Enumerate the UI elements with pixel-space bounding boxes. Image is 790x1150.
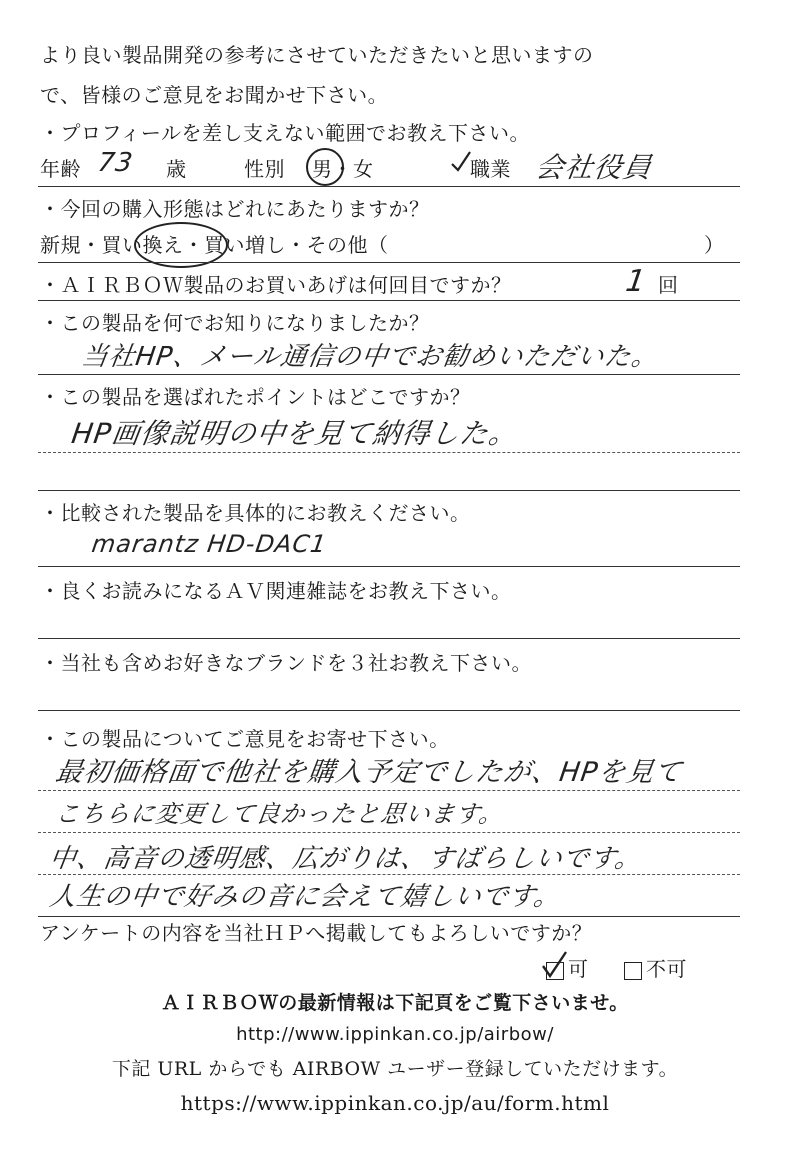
source-answer: 当社HP、メール通信の中でお勧めいただいた。 xyxy=(79,342,661,372)
opinion-line-2: こちらに変更して良かったと思います。 xyxy=(53,800,506,828)
footer-registration-note: 下記 URL からでも AIRBOW ユーザー登録していただけます。 xyxy=(111,1058,679,1080)
age-unit: 歳 xyxy=(166,157,187,181)
magazine-question: ・良くお読みになるＡＶ関連雑誌をお教え下さい。 xyxy=(40,579,512,603)
profile-underline xyxy=(38,186,740,187)
publish-no-checkbox[interactable] xyxy=(624,962,642,980)
opinion-line-1: 最初価格面で他社を購入予定でしたが、HPを見て xyxy=(53,757,685,788)
brands-underline xyxy=(38,710,740,711)
footer-url-airbow[interactable]: http://www.ippinkan.co.jp/airbow/ xyxy=(236,1024,554,1045)
opinion-dashed-line-3 xyxy=(38,874,740,875)
publish-no-label: 不可 xyxy=(646,957,687,981)
brands-question: ・当社も含めお好きなブランドを３社お教え下さい。 xyxy=(40,651,532,675)
point-question: ・この製品を選ばれたポイントはどこですか？ xyxy=(40,385,471,409)
occupation-label: 職業 xyxy=(470,157,511,181)
purchase-count-unit: 回 xyxy=(658,273,679,297)
intro-line-1: より良い製品開発の参考にさせていただきたいと思いますの xyxy=(40,43,594,67)
purchase-type-close-paren: ） xyxy=(704,233,725,257)
purchase-type-underline xyxy=(38,262,740,263)
opinion-question: ・この製品についてご意見をお寄せ下さい。 xyxy=(40,727,450,751)
intro-line-2: で、皆様のご意見をお聞かせ下さい。 xyxy=(40,83,389,107)
purchase-count-question: ・ＡＩＲＢＯＷ製品のお買いあげは何回目ですか？ xyxy=(40,273,512,297)
purchase-count-answer: 1 xyxy=(623,264,649,299)
footer-url-form[interactable]: https://www.ippinkan.co.jp/au/form.html xyxy=(180,1091,610,1115)
magazine-underline xyxy=(38,638,740,639)
opinion-line-3: 中、高音の透明感、広がりは、すばらしいです。 xyxy=(47,844,644,874)
point-dashed-line xyxy=(38,452,740,453)
opinion-underline xyxy=(38,916,740,917)
opinion-dashed-line-1 xyxy=(38,790,740,791)
occupation-answer: 会社役員 xyxy=(533,151,655,184)
age-answer: 73 xyxy=(95,148,136,178)
opinion-dashed-line-2 xyxy=(38,832,740,833)
purchase-count-underline xyxy=(38,300,740,301)
point-answer: HP画像説明の中を見て納得した。 xyxy=(69,417,521,450)
purchase-type-question: ・今回の購入形態はどれにあたりますか？ xyxy=(40,197,430,221)
opinion-line-4: 人生の中で好みの音に会えて嬉しいです。 xyxy=(47,882,563,912)
gender-label: 性別 xyxy=(244,157,285,181)
publish-yes-check-mark xyxy=(540,950,568,980)
source-underline xyxy=(38,374,740,375)
compared-question: ・比較された製品を具体的にお教えください。 xyxy=(40,501,471,525)
publish-question: アンケートの内容を当社ＨＰへ掲載してもよろしいですか？ xyxy=(40,921,593,945)
footer-headline: ＡＩＲＢＯＷの最新情報は下記頁をご覧下さいませ。 xyxy=(161,992,629,1014)
age-label: 年齢 xyxy=(40,157,81,181)
source-question: ・この製品を何でお知りになりましたか？ xyxy=(40,311,430,335)
publish-yes-label: 可 xyxy=(568,957,589,981)
point-underline xyxy=(38,490,740,491)
compared-answer: marantz HD-DAC1 xyxy=(90,530,329,558)
gender-selected-circle xyxy=(306,148,344,186)
profile-question: ・プロフィールを差し支えない範囲でお教え下さい。 xyxy=(40,121,530,145)
compared-underline xyxy=(38,566,740,567)
gender-options: 男・女 xyxy=(312,157,374,181)
purchase-type-options: 新規・買い換え・買い増し・その他（ xyxy=(40,233,389,257)
